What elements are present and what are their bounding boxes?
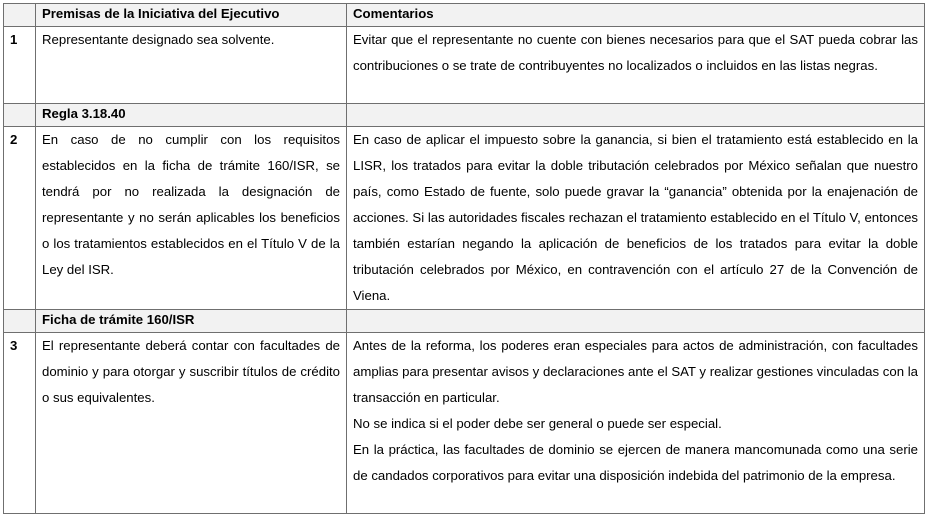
section-label: Ficha de trámite 160/ISR	[36, 310, 347, 333]
comment-paragraph: No se indica si el poder debe ser general o puede ser especial.	[353, 416, 722, 431]
comment-paragraph: En la práctica, las facultades de dominio se ejercen de manera mancomunada como una serie de candados corporativos para evitar una disposición indebida del patrimonio de la empresa.	[353, 442, 918, 483]
table-row	[4, 27, 925, 104]
table-row	[4, 333, 925, 514]
row-number: 1	[4, 27, 36, 104]
header-comments: Comentarios	[347, 4, 925, 27]
comment-cell	[347, 27, 925, 104]
comment-paragraph: Antes de la reforma, los poderes eran especiales para actos de administración, con facultades amplias para presentar avisos y declaraciones ante el SAT y realizar gestiones vinculadas con la transacción en particular.	[353, 338, 918, 405]
section-empty-cell	[347, 310, 925, 333]
premise-cell: El representante deberá contar con facultades de dominio y para otorgar y suscribir títulos de crédito o sus equivalentes.	[36, 333, 347, 514]
section-row	[4, 104, 925, 127]
comment-cell	[347, 127, 925, 310]
row-number: 3	[4, 333, 36, 514]
premises-table	[3, 3, 925, 514]
section-label: Regla 3.18.40	[36, 104, 347, 127]
premise-cell: En caso de no cumplir con los requisitos establecidos en la ficha de trámite 160/ISR, se tendrá por no realizada la designación de representante y no serán aplicables los beneficios o los tratamientos establecidos en el Título V de la Ley del ISR.	[36, 127, 347, 310]
premise-cell: Representante designado sea solvente.	[36, 27, 347, 104]
section-row	[4, 310, 925, 333]
row-number: 2	[4, 127, 36, 310]
table-row	[4, 127, 925, 310]
comment-paragraph: Evitar que el representante no cuente con bienes necesarios para que el SAT pueda cobrar las contribuciones o se trate de contribuyentes no localizados o incluidos en las listas negras.	[353, 32, 918, 73]
table-header-row	[4, 4, 925, 27]
section-empty-cell	[347, 104, 925, 127]
section-number-cell	[4, 104, 36, 127]
header-number	[4, 4, 36, 27]
section-number-cell	[4, 310, 36, 333]
comment-cell	[347, 333, 925, 514]
comment-paragraph: En caso de aplicar el impuesto sobre la ganancia, si bien el tratamiento está establecido en la LISR, los tratados para evitar la doble tributación celebrados por México señalan que nuestro país, como Estado de fuente, solo puede gravar la “ganancia” obtenida por la enajenación de acciones. Si las autoridades fiscales rechazan el tratamiento establecido en el Título V, entonces también estarían negando la aplicación de beneficios de los tratados para evitar la doble tributación celebrados por México, en contravención con el artículo 27 de la Convención de Viena.	[353, 132, 918, 303]
header-premises: Premisas de la Iniciativa del Ejecutivo	[36, 4, 347, 27]
